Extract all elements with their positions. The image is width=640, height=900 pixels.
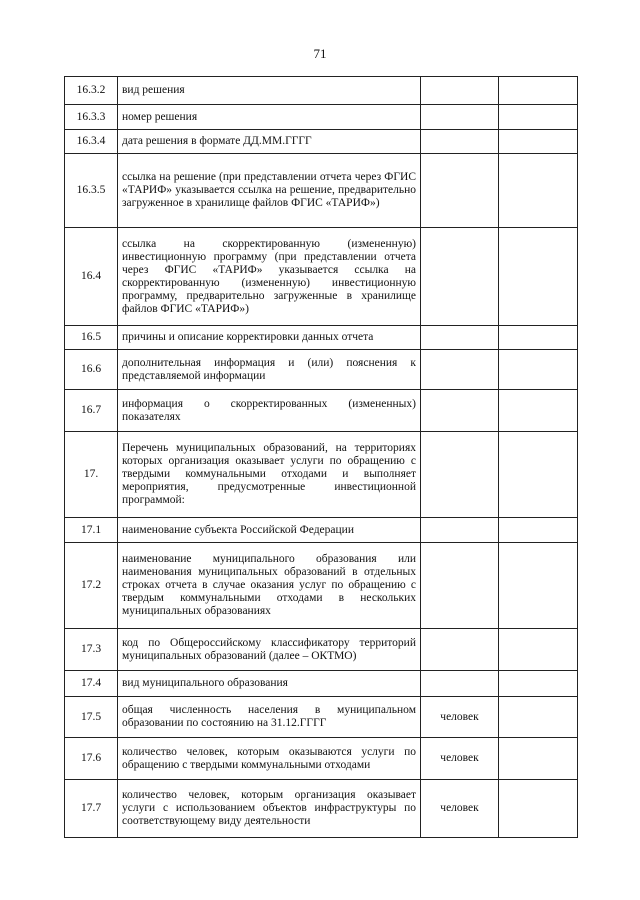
row-number: 17.5 (65, 697, 118, 738)
row-number: 16.3.2 (65, 77, 118, 105)
table-row (65, 738, 578, 780)
row-description: наименование субъекта Российской Федерации (118, 518, 421, 543)
row-description: ссылка на скорректированную (измененную) инвестиционную программу (при представлении отчета через ФГИС «ТАРИФ» указывается ссылка на скорректированную (измененную) инвестиционную программу, предварительно загруженные в хранилище файлов ФГИС «ТАРИФ») (118, 228, 421, 326)
row-value (499, 350, 578, 390)
row-unit (421, 105, 499, 130)
table-row (65, 105, 578, 130)
table-row (65, 326, 578, 350)
row-number: 16.3.3 (65, 105, 118, 130)
row-unit (421, 130, 499, 154)
row-description: дополнительная информация и (или) пояснения к представляемой информации (118, 350, 421, 390)
row-description: вид муниципального образования (118, 671, 421, 697)
row-unit: человек (421, 738, 499, 780)
table-row (65, 154, 578, 228)
row-number: 17.3 (65, 629, 118, 671)
row-value (499, 671, 578, 697)
row-description: причины и описание корректировки данных отчета (118, 326, 421, 350)
row-unit (421, 228, 499, 326)
row-number: 16.4 (65, 228, 118, 326)
row-number: 17.4 (65, 671, 118, 697)
table-row (65, 77, 578, 105)
row-description: номер решения (118, 105, 421, 130)
page-number: 71 (313, 46, 327, 61)
table-row (65, 780, 578, 838)
row-unit: человек (421, 697, 499, 738)
row-unit (421, 390, 499, 432)
table-row (65, 130, 578, 154)
row-value (499, 326, 578, 350)
table-row (65, 228, 578, 326)
row-unit (421, 350, 499, 390)
row-value (499, 77, 578, 105)
row-number: 17.6 (65, 738, 118, 780)
row-value (499, 518, 578, 543)
row-unit (421, 154, 499, 228)
row-value (499, 629, 578, 671)
row-value (499, 780, 578, 838)
row-unit (421, 671, 499, 697)
row-value (499, 130, 578, 154)
row-number: 17.7 (65, 780, 118, 838)
row-unit (421, 518, 499, 543)
row-number: 16.3.5 (65, 154, 118, 228)
row-value (499, 432, 578, 518)
row-description: информация о скорректированных (измененных) показателях (118, 390, 421, 432)
row-description: общая численность населения в муниципальном образовании по состоянию на 31.12.ГГГГ (118, 697, 421, 738)
row-description: ссылка на решение (при представлении отчета через ФГИС «ТАРИФ» указывается ссылка на решение, предварительно загруженное в хранилище файлов ФГИС «ТАРИФ») (118, 154, 421, 228)
table-row (65, 671, 578, 697)
row-value (499, 154, 578, 228)
report-table (64, 76, 578, 838)
table-row (65, 697, 578, 738)
row-description: Перечень муниципальных образований, на территориях которых организация оказывает услуги по обращению с твердыми коммунальными отходами и выполняет мероприятия, предусмотренные инвестиционной программой: (118, 432, 421, 518)
table-row (65, 543, 578, 629)
row-number: 16.6 (65, 350, 118, 390)
row-value (499, 697, 578, 738)
row-number: 17.1 (65, 518, 118, 543)
row-number: 17. (65, 432, 118, 518)
row-number: 16.7 (65, 390, 118, 432)
row-number: 16.5 (65, 326, 118, 350)
row-unit (421, 326, 499, 350)
row-description: наименование муниципального образования или наименования муниципальных образований в отдельных строках отчета в случае оказания услуг по обращению с твердым коммунальными отходами в нескольких муниципальных образованиях (118, 543, 421, 629)
row-unit (421, 543, 499, 629)
row-description: дата решения в формате ДД.ММ.ГГГГ (118, 130, 421, 154)
row-number: 16.3.4 (65, 130, 118, 154)
row-description: количество человек, которым оказываются услуги по обращению с твердыми коммунальными отходами (118, 738, 421, 780)
row-value (499, 543, 578, 629)
row-unit (421, 432, 499, 518)
table-row (65, 432, 578, 518)
table-row (65, 350, 578, 390)
row-unit: человек (421, 780, 499, 838)
row-value (499, 228, 578, 326)
row-value (499, 390, 578, 432)
row-value (499, 105, 578, 130)
row-description: вид решения (118, 77, 421, 105)
row-value (499, 738, 578, 780)
table-row (65, 629, 578, 671)
row-description: код по Общероссийскому классификатору территорий муниципальных образований (далее – ОКТМО) (118, 629, 421, 671)
row-unit (421, 629, 499, 671)
row-number: 17.2 (65, 543, 118, 629)
table-row (65, 390, 578, 432)
table-row (65, 518, 578, 543)
row-unit (421, 77, 499, 105)
row-description: количество человек, которым организация оказывает услуги с использованием объектов инфраструктуры по соответствующему виду деятельности (118, 780, 421, 838)
